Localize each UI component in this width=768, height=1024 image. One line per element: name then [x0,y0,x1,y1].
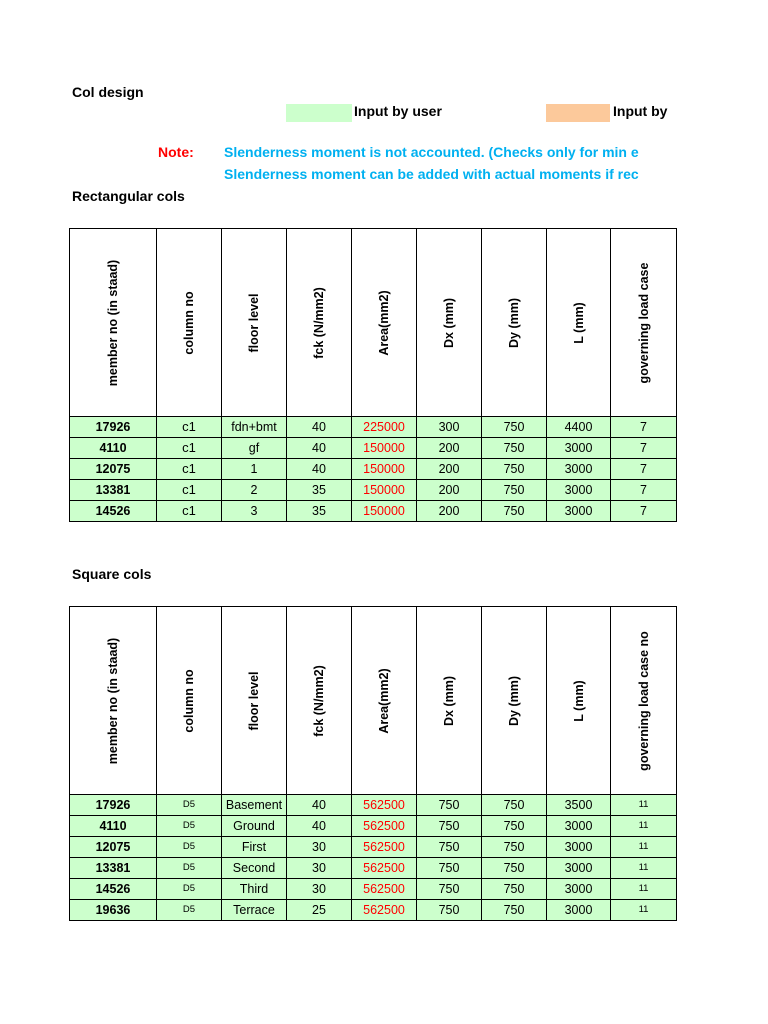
dx-cell[interactable]: 750 [417,795,482,816]
member-no-cell[interactable]: 4110 [70,438,157,459]
fck-cell[interactable]: 30 [287,858,352,879]
dy-cell[interactable]: 750 [482,900,547,921]
member-no-cell[interactable]: 17926 [70,417,157,438]
dx-cell[interactable]: 200 [417,480,482,501]
table-row [70,438,677,459]
header-member-no: member no (in staad) [70,607,157,795]
dx-cell[interactable]: 300 [417,417,482,438]
fck-cell[interactable]: 40 [287,795,352,816]
area-cell[interactable]: 150000 [352,501,417,522]
dy-cell[interactable]: 750 [482,858,547,879]
note-line-1: Slenderness moment is not accounted. (Checks only for min e [224,144,639,160]
area-cell[interactable]: 562500 [352,858,417,879]
member-no-cell[interactable]: 12075 [70,459,157,480]
load-case-cell[interactable]: 11 [611,858,677,879]
area-cell[interactable]: 225000 [352,417,417,438]
fck-cell[interactable]: 35 [287,480,352,501]
table-row [70,816,677,837]
area-cell[interactable]: 150000 [352,438,417,459]
member-no-cell[interactable]: 13381 [70,858,157,879]
square-cols-title: Square cols [72,566,152,582]
header-length: L (mm) [547,229,611,417]
floor-level-cell[interactable]: Basement [222,795,287,816]
member-no-cell[interactable]: 12075 [70,837,157,858]
note-line-2: Slenderness moment can be added with actual moments if rec [224,166,639,182]
area-cell[interactable]: 562500 [352,837,417,858]
area-cell[interactable]: 562500 [352,816,417,837]
table-row [70,795,677,816]
header-dy: Dy (mm) [482,607,547,795]
fck-cell[interactable]: 40 [287,417,352,438]
dx-cell[interactable]: 750 [417,858,482,879]
fck-cell[interactable]: 40 [287,438,352,459]
header-member-no: member no (in staad) [70,229,157,417]
fck-cell[interactable]: 35 [287,501,352,522]
length-cell[interactable]: 3000 [547,858,611,879]
header-floor-level: floor level [222,607,287,795]
header-area: Area(mm2) [352,607,417,795]
floor-level-cell[interactable]: gf [222,438,287,459]
header-fck: fck (N/mm2) [287,607,352,795]
length-cell[interactable]: 3500 [547,795,611,816]
dy-cell[interactable]: 750 [482,795,547,816]
dy-cell[interactable]: 750 [482,501,547,522]
dx-cell[interactable]: 750 [417,900,482,921]
header-column-no: column no [157,607,222,795]
dx-cell[interactable]: 750 [417,816,482,837]
length-cell[interactable]: 3000 [547,480,611,501]
rectangular-cols-table [69,228,677,522]
header-floor-level: floor level [222,229,287,417]
area-cell[interactable]: 150000 [352,459,417,480]
load-case-cell[interactable]: 11 [611,795,677,816]
dx-cell[interactable]: 750 [417,879,482,900]
load-case-cell[interactable]: 11 [611,879,677,900]
load-case-cell[interactable]: 7 [611,459,677,480]
dy-cell[interactable]: 750 [482,879,547,900]
user-input-legend-label: Input by user [354,103,442,119]
table-row [70,459,677,480]
header-area: Area(mm2) [352,229,417,417]
member-no-cell[interactable]: 14526 [70,501,157,522]
table-row [70,900,677,921]
floor-level-cell[interactable]: Second [222,858,287,879]
length-cell[interactable]: 3000 [547,900,611,921]
load-case-cell[interactable]: 11 [611,837,677,858]
table-row [70,480,677,501]
dx-cell[interactable]: 750 [417,837,482,858]
dy-cell[interactable]: 750 [482,417,547,438]
load-case-cell[interactable]: 7 [611,438,677,459]
member-no-cell[interactable]: 19636 [70,900,157,921]
fck-cell[interactable]: 25 [287,900,352,921]
floor-level-cell[interactable]: 3 [222,501,287,522]
other-input-legend-label: Input by [613,103,668,119]
dy-cell[interactable]: 750 [482,837,547,858]
member-no-cell[interactable]: 13381 [70,480,157,501]
other-input-swatch [546,104,610,122]
member-no-cell[interactable]: 4110 [70,816,157,837]
length-cell[interactable]: 3000 [547,459,611,480]
load-case-cell[interactable]: 11 [611,900,677,921]
dy-cell[interactable]: 750 [482,480,547,501]
table-row [70,417,677,438]
header-dy: Dy (mm) [482,229,547,417]
length-cell[interactable]: 4400 [547,417,611,438]
floor-level-cell[interactable]: fdn+bmt [222,417,287,438]
member-no-cell[interactable]: 17926 [70,795,157,816]
dy-cell[interactable]: 750 [482,438,547,459]
load-case-cell[interactable]: 7 [611,480,677,501]
area-cell[interactable]: 562500 [352,879,417,900]
column-no-cell[interactable]: D5 [157,837,222,858]
floor-level-cell[interactable]: Terrace [222,900,287,921]
column-no-cell[interactable]: D5 [157,816,222,837]
header-length: L (mm) [547,607,611,795]
fck-cell[interactable]: 30 [287,879,352,900]
sheet-title: Col design [72,84,144,100]
column-no-cell[interactable]: D5 [157,879,222,900]
length-cell[interactable]: 3000 [547,501,611,522]
column-no-cell[interactable]: D5 [157,900,222,921]
column-no-cell[interactable]: D5 [157,858,222,879]
fck-cell[interactable]: 40 [287,459,352,480]
length-cell[interactable]: 3000 [547,438,611,459]
dy-cell[interactable]: 750 [482,816,547,837]
square-cols-table [69,606,677,921]
length-cell[interactable]: 3000 [547,816,611,837]
dx-cell[interactable]: 200 [417,459,482,480]
header-dx: Dx (mm) [417,607,482,795]
load-case-cell[interactable]: 11 [611,816,677,837]
rectangular-cols-title: Rectangular cols [72,188,185,204]
table-row [70,879,677,900]
column-no-cell[interactable]: D5 [157,795,222,816]
member-no-cell[interactable]: 14526 [70,879,157,900]
floor-level-cell[interactable]: 2 [222,480,287,501]
fck-cell[interactable]: 30 [287,837,352,858]
load-case-cell[interactable]: 7 [611,417,677,438]
header-load-case: governing load case no [611,607,677,795]
table-row [70,501,677,522]
column-no-cell[interactable]: c1 [157,438,222,459]
header-fck: fck (N/mm2) [287,229,352,417]
dy-cell[interactable]: 750 [482,459,547,480]
dx-cell[interactable]: 200 [417,438,482,459]
length-cell[interactable]: 3000 [547,837,611,858]
column-no-cell[interactable]: c1 [157,459,222,480]
area-cell[interactable]: 150000 [352,480,417,501]
header-dx: Dx (mm) [417,229,482,417]
area-cell[interactable]: 562500 [352,900,417,921]
header-column-no: column no [157,229,222,417]
floor-level-cell[interactable]: 1 [222,459,287,480]
floor-level-cell[interactable]: Third [222,879,287,900]
area-cell[interactable]: 562500 [352,795,417,816]
length-cell[interactable]: 3000 [547,879,611,900]
column-no-cell[interactable]: c1 [157,501,222,522]
floor-level-cell[interactable]: First [222,837,287,858]
table-row [70,858,677,879]
dx-cell[interactable]: 200 [417,501,482,522]
table-row [70,837,677,858]
user-input-swatch [286,104,352,122]
note-label: Note: [158,144,194,160]
column-no-cell[interactable]: c1 [157,480,222,501]
header-load-case: governing load case [611,229,677,417]
floor-level-cell[interactable]: Ground [222,816,287,837]
load-case-cell[interactable]: 7 [611,501,677,522]
fck-cell[interactable]: 40 [287,816,352,837]
column-no-cell[interactable]: c1 [157,417,222,438]
